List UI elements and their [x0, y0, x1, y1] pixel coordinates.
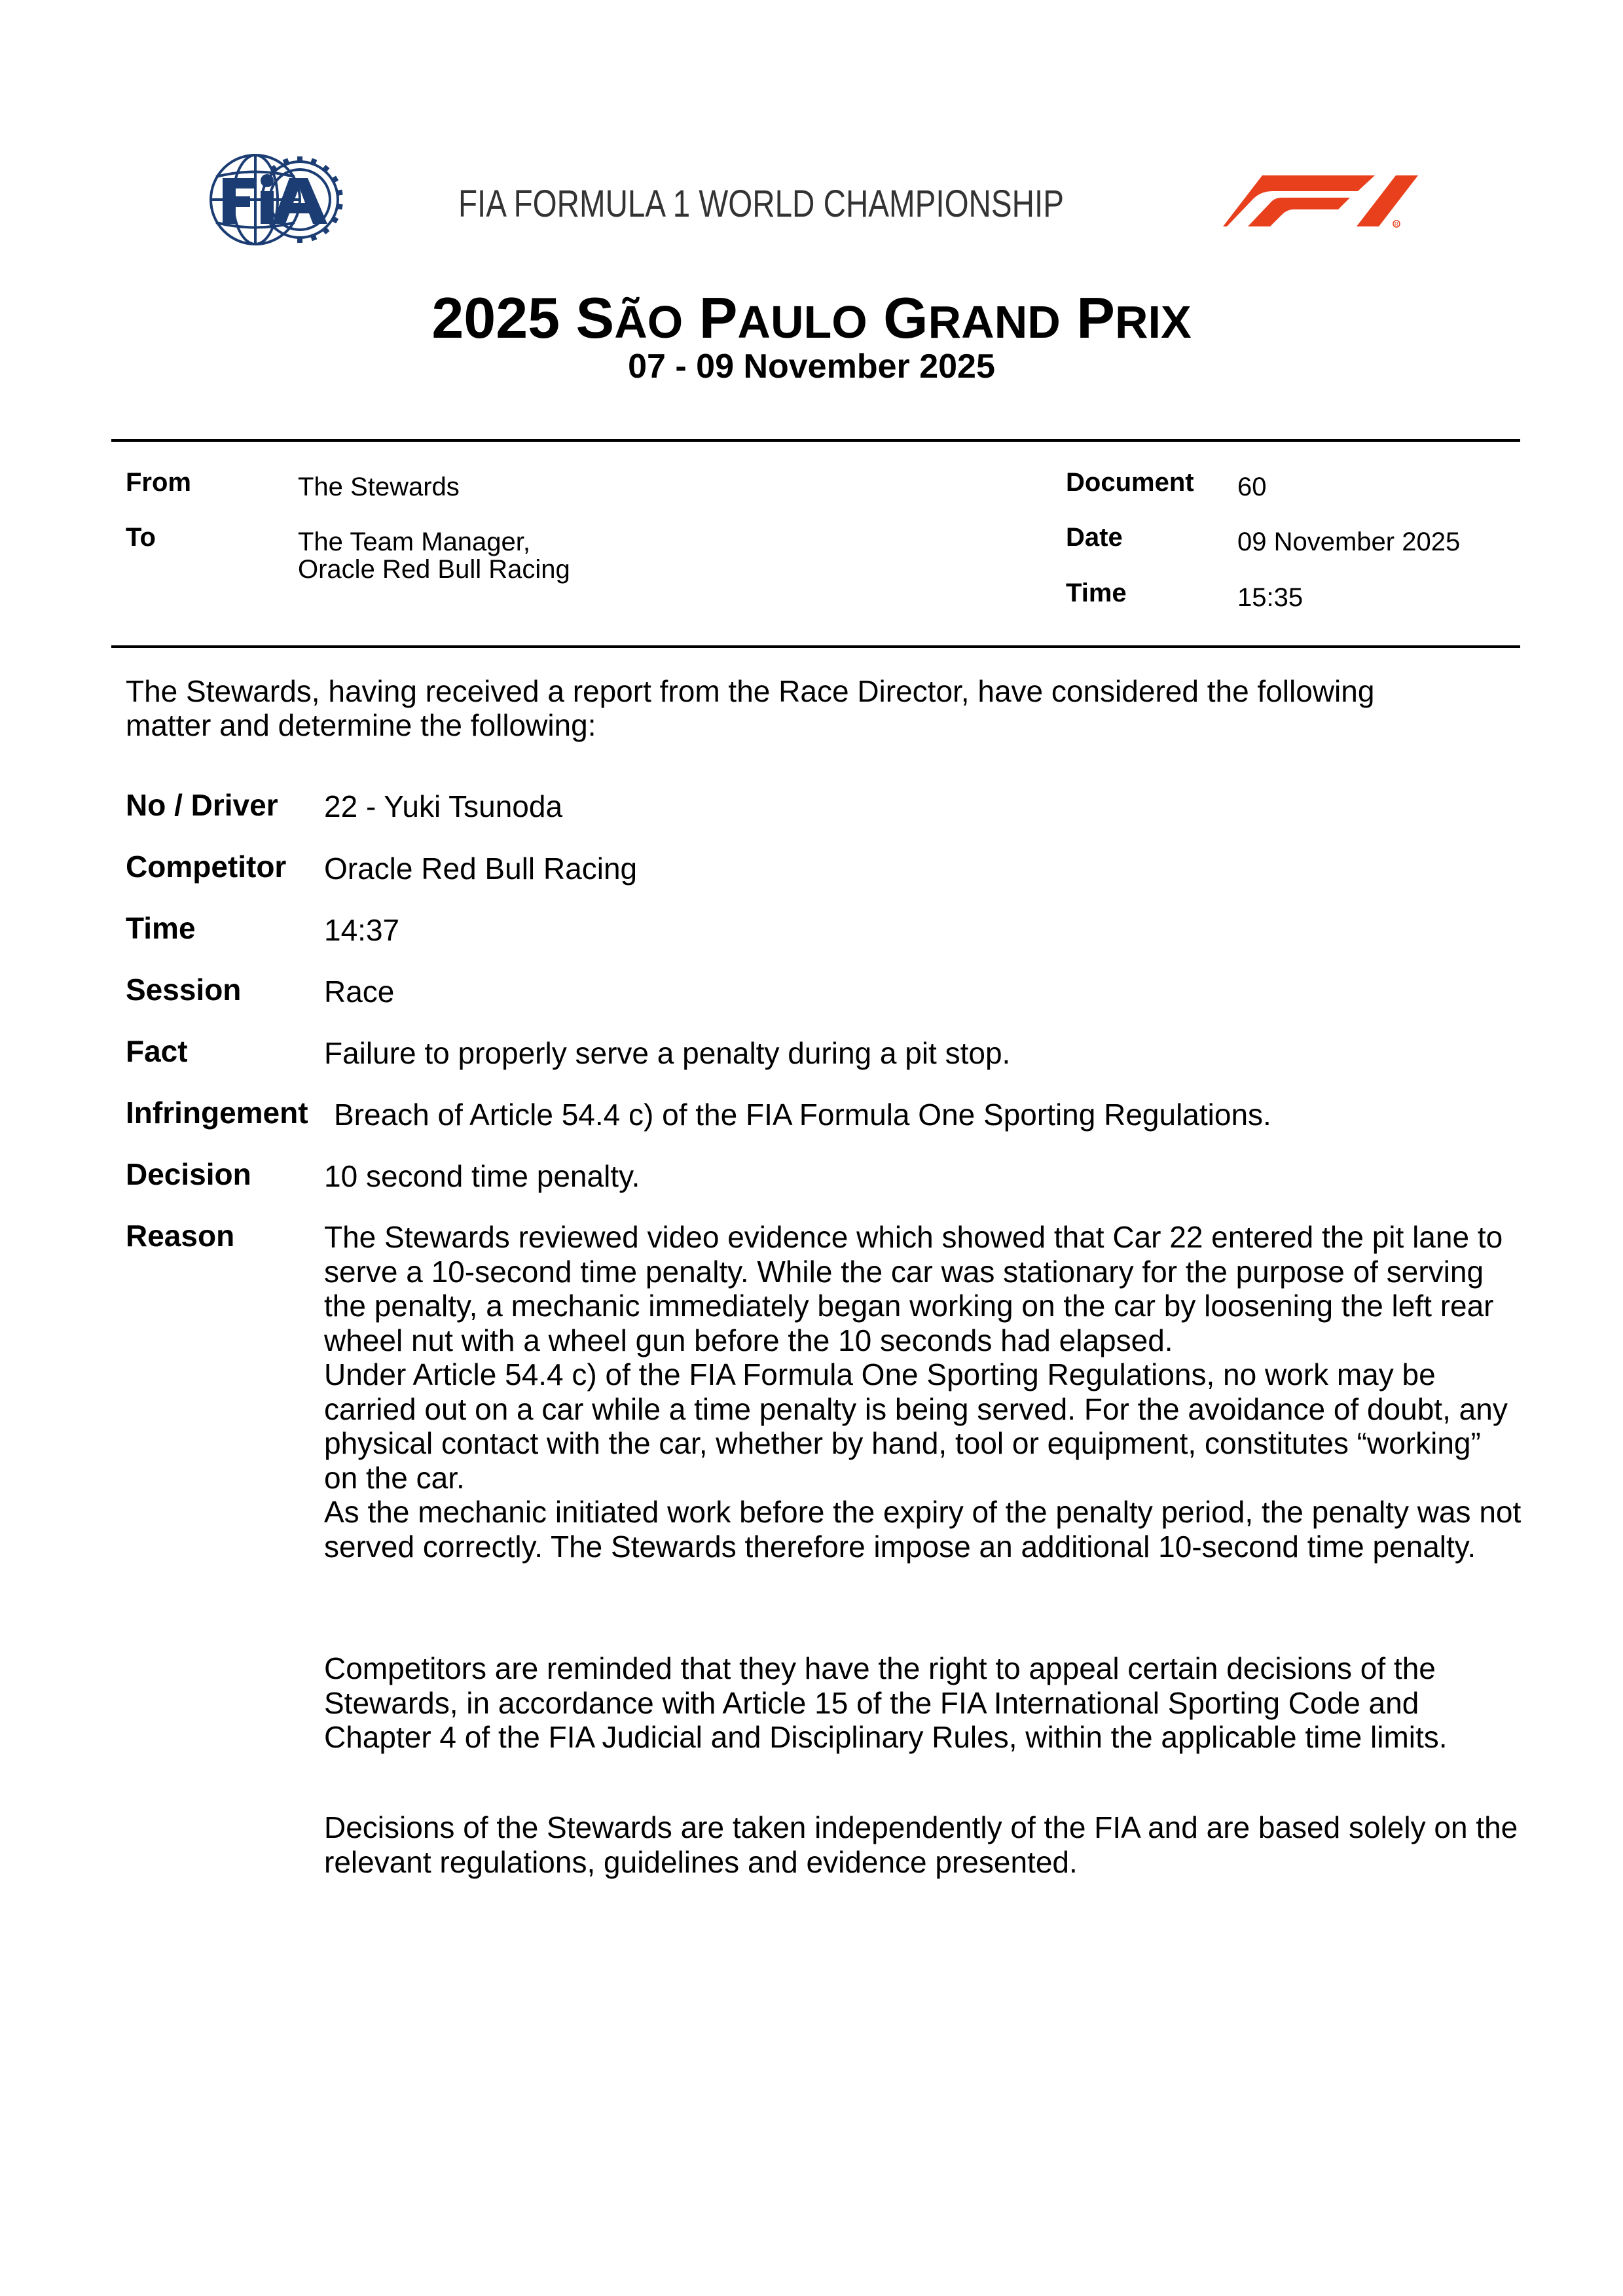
- reason-label: Reason: [126, 1219, 235, 1253]
- document-label: Document: [1066, 468, 1194, 497]
- date-value: 09 November 2025: [1237, 528, 1461, 556]
- to-value-line-2: Oracle Red Bull Racing: [298, 555, 570, 584]
- decision-value: 10 second time penalty.: [324, 1159, 640, 1193]
- appeal-notice: Competitors are reminded that they have the right to appeal certain decisions of the Stewards, in accordance with Article 15 of the FIA International Sporting Code and Chapter 4 of the FIA Judicial and Disciplinary Rules, within the applicable time limits.: [324, 1651, 1448, 1754]
- fact-value: Failure to properly serve a penalty during a pit stop.: [324, 1036, 1011, 1070]
- reason-paragraph-3: As the mechanic initiated work before the expiry of the penalty period, the penalty was not served correctly. The Stewards therefore impose an additional 10-second time penalty.: [324, 1495, 1522, 1564]
- decision-label: Decision: [126, 1157, 251, 1191]
- infringement-value: Breach of Article 54.4 c) of the FIA Formula One Sporting Regulations.: [334, 1098, 1271, 1132]
- reason-text: [324, 1220, 1522, 1564]
- championship-title: FIA FORMULA 1 WORLD CHAMPIONSHIP: [458, 183, 1064, 225]
- event-year: 2025: [431, 285, 560, 350]
- competitor-value: Oracle Red Bull Racing: [324, 852, 638, 886]
- document-number: 60: [1237, 473, 1267, 501]
- independence-notice: Decisions of the Stewards are taken independently of the FIA and are based solely on the relevant regulations, guidelines and evidence presented.: [324, 1810, 1518, 1879]
- session-label: Session: [126, 973, 242, 1007]
- from-label: From: [126, 468, 191, 497]
- incident-time-label: Time: [126, 911, 196, 945]
- event-word-3: GRAND: [883, 285, 1061, 350]
- event-word-4: PRIX: [1076, 285, 1192, 350]
- to-value-line-1: The Team Manager,: [298, 528, 531, 556]
- event-dates: 07 - 09 November 2025: [628, 348, 995, 386]
- reason-paragraph-2: Under Article 54.4 c) of the FIA Formula One Sporting Regulations, no work may be carried out on a car while a time penalty is being served. For the avoidance of doubt, any physical contact with the car, whether by hand, tool or equipment, constitutes “working” on the car.: [324, 1357, 1508, 1495]
- date-label: Date: [1066, 523, 1123, 552]
- fact-label: Fact: [126, 1034, 188, 1068]
- from-value: The Stewards: [298, 473, 460, 501]
- f1-logo-icon: [1223, 171, 1423, 230]
- driver-label: No / Driver: [126, 788, 278, 822]
- session-value: Race: [324, 975, 395, 1009]
- to-label: To: [126, 523, 156, 552]
- competitor-label: Competitor: [126, 850, 287, 884]
- time-label: Time: [1066, 579, 1127, 607]
- intro-paragraph: The Stewards, having received a report from the Race Director, have considered the following matter and determine the following:: [126, 674, 1375, 742]
- event-title: [0, 285, 1623, 355]
- time-value: 15:35: [1237, 583, 1304, 612]
- event-word-2: PAULO: [699, 285, 867, 350]
- driver-value: 22 - Yuki Tsunoda: [324, 789, 563, 823]
- infringement-label: Infringement: [126, 1096, 308, 1130]
- svg-text:R: R: [1395, 221, 1398, 227]
- divider-bottom: [111, 645, 1520, 648]
- incident-time-value: 14:37: [324, 913, 400, 947]
- fia-logo-icon: [208, 151, 346, 249]
- reason-paragraph-1: The Stewards reviewed video evidence which showed that Car 22 entered the pit lane to serve a 10-second time penalty. While the car was stationary for the purpose of serving the penalty, a mechanic immediately began working on the car by loosening the left rear wheel nut with a wheel gun before the 10 seconds had elapsed.: [324, 1220, 1503, 1357]
- event-word-1: SÃO: [575, 285, 684, 350]
- divider-top: [111, 439, 1520, 442]
